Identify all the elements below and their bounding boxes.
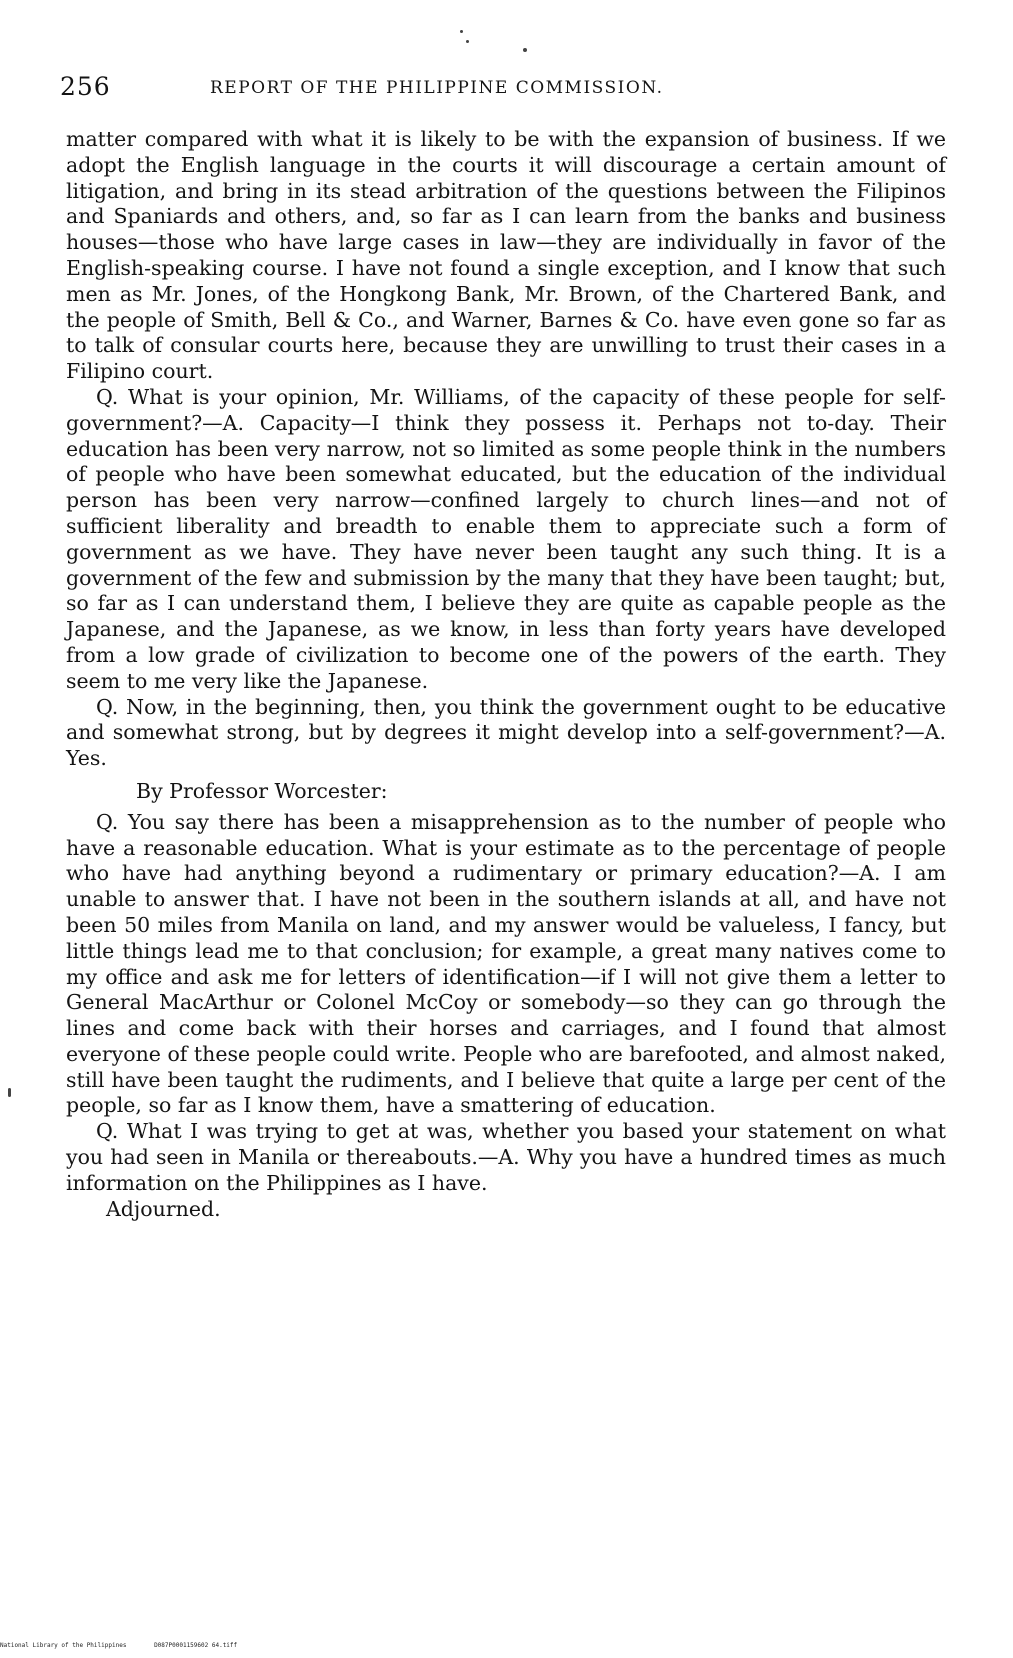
running-head: REPORT OF THE PHILIPPINE COMMISSION.	[210, 78, 664, 98]
scan-footer	[0, 1642, 261, 1649]
body-text	[66, 127, 946, 1222]
footer-file: D087P0001159602 64.tiff	[154, 1642, 238, 1649]
page-number: 256	[60, 72, 111, 101]
paragraph-continuation: matter compared with what it is likely to be with the expansion of business. If we adopt the English language in the courts it will discourage a certain amount of litigation, and bring in its stead arbitration of the questions between the Filipinos and Spaniards and others, and, so far as I can learn from the banks and business houses—those who have large cases in law—they are individually in favor of the English-speaking course. I have not found a single exception, and I know that such men as Mr. Jones, of the Hongkong Bank, Mr. Brown, of the Chartered Bank, and the people of Smith, Bell & Co., and Warner, Barnes & Co. have even gone so far as to talk of consular courts here, because they are unwilling to trust their cases in a Filipino court.	[66, 127, 946, 384]
paragraph-question-government: Q. Now, in the beginning, then, you think the government ought to be educative and somewhat strong, but by degrees it might develop into a self-government?—A. Yes.	[66, 694, 946, 771]
speaker-line: By Professor Worcester:	[136, 778, 388, 803]
scan-speck	[466, 40, 469, 43]
adjourned-line: Adjourned.	[106, 1196, 221, 1221]
scan-speck	[523, 48, 527, 52]
footer-library: National Library of the Philippines	[0, 1642, 127, 1649]
scan-speck	[460, 30, 463, 33]
paragraph-question-statement: Q. What I was trying to get at was, whether you based your statement on what you had seen in Manila or thereabouts.—A. Why you have a hundred times as much information on the Philippines as I have.	[66, 1119, 946, 1195]
scan-speck	[8, 1088, 11, 1097]
paragraph-question-education: Q. You say there has been a misapprehension as to the number of people who have a reasonable education. What is your estimate as to the percentage of people who have had anything beyond a rudimentary or primary education?—A. I am unable to answer that. I have not been in the southern islands at all, and have not been 50 miles from Manila on land, and my answer would be valueless, I fancy, but little things lead me to that conclusion; for example, a great many natives come to my office and ask me for letters of identification—if I will not give them a letter to General MacArthur or Colonel McCoy or somebody—so they can go through the lines and come back with their horses and carriages, and I found that almost everyone of these people could write. People who are barefooted, and almost naked, still have been taught the rudiments, and I believe that quite a large per cent of the people, so far as I know them, have a smattering of education.	[66, 809, 946, 1118]
page-header	[60, 72, 760, 112]
paragraph-question-capacity: Q. What is your opinion, Mr. Williams, of the capacity of these people for self-government?—A. Capacity—I think they possess it. Perhaps not to-day. Their education has been very narrow, not so limited as some people think in the numbers of people who have been somewhat educated, but the education of the individual person has been very narrow—confined largely to church lines—and not of sufficient liberality and breadth to enable them to appreciate such a form of government as we have. They have never been taught any such thing. It is a government of the few and submission by the many that they have been taught; but, so far as I can understand them, I believe they are quite as capable people as the Japanese, and the Japanese, as we know, in less than forty years have developed from a low grade of civilization to become one of the powers of the earth. They seem to me very like the Japanese.	[66, 384, 946, 693]
